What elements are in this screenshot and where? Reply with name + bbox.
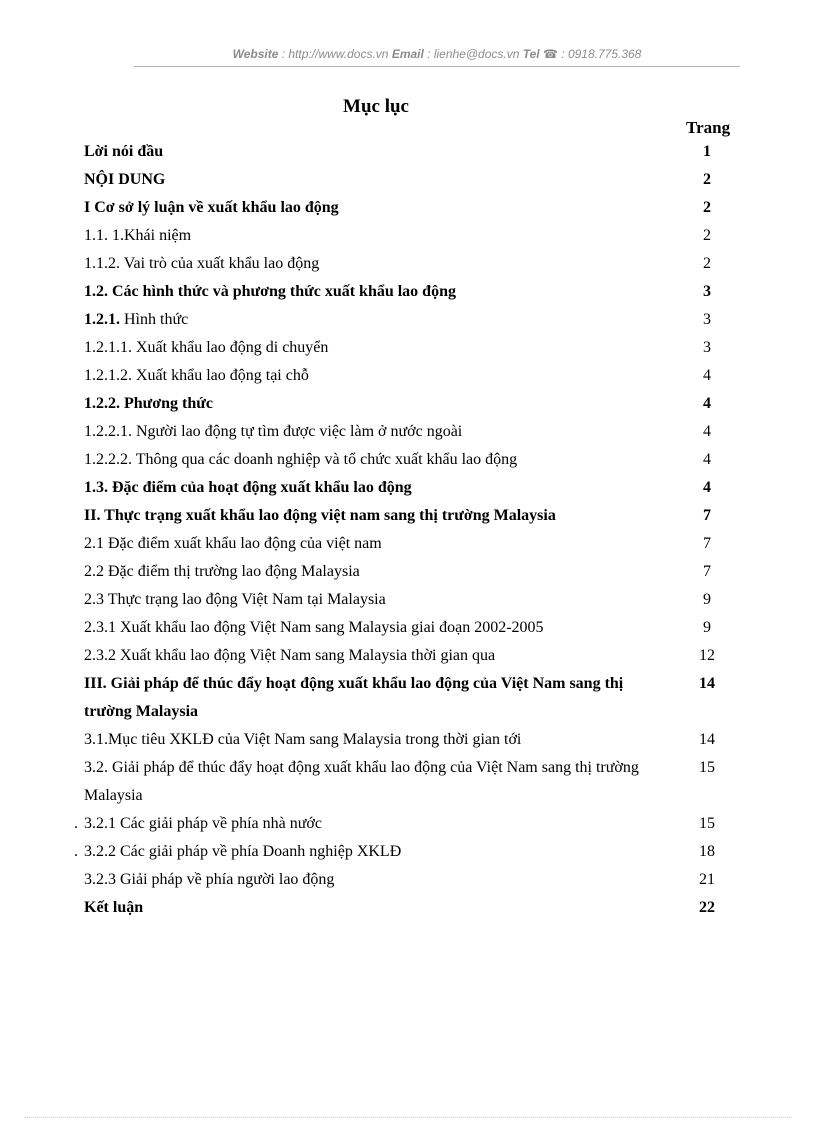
toc-row-2-3[interactable]	[84, 586, 740, 614]
toc-entry-text: 1.1. 1.Khái niệm	[84, 227, 192, 244]
toc-row-2-3-1[interactable]	[84, 614, 740, 642]
toc-row-1-2-1-1[interactable]	[84, 334, 740, 362]
toc-entry-page: 15	[699, 759, 715, 776]
toc-row-2-3-2[interactable]	[84, 642, 740, 670]
toc-entry-text: 1.2. Các hình thức và phương thức xuất khẩu lao động	[84, 283, 456, 300]
toc-entry-page: 3	[703, 339, 711, 356]
toc-entry-text	[84, 306, 674, 334]
toc-entry-page: 14	[699, 675, 715, 692]
toc-row-1-2-1[interactable]	[84, 306, 740, 334]
email-value: : lienhe@docs.vn	[423, 47, 520, 61]
toc-row-3-2-1[interactable]	[74, 810, 740, 838]
toc-entry-page: 4	[703, 367, 711, 384]
email-label: Email	[391, 47, 424, 61]
toc-row-1-3[interactable]	[84, 474, 740, 502]
toc-entry-page: 9	[703, 619, 711, 636]
toc-row-3-2-3[interactable]	[84, 866, 740, 894]
toc-row-3-1[interactable]	[84, 726, 740, 754]
page-header	[134, 47, 740, 61]
toc-row-1-2[interactable]	[84, 278, 740, 306]
toc-entry-text: I Cơ sở lý luận về xuất khẩu lao động	[84, 199, 339, 216]
toc-entry-page: 2	[703, 199, 711, 216]
toc-entry-page: 15	[699, 815, 715, 832]
toc-entry-page: 3	[703, 283, 711, 300]
toc-entry-text: 1.2.1.1. Xuất khẩu lao động di chuyển	[84, 339, 329, 356]
toc-entry-text: 2.3.2 Xuất khẩu lao động Việt Nam sang Malaysia thời gian qua	[84, 647, 496, 664]
toc-row-1-1-2[interactable]	[84, 250, 740, 278]
toc-entry-text: 2.2 Đặc điểm thị trường lao động Malaysia	[84, 563, 360, 580]
toc-entry-text: 2.3 Thực trạng lao động Việt Nam tại Malaysia	[84, 591, 386, 608]
toc-entry-text: Kết luận	[84, 899, 144, 916]
website-value: : http://www.docs.vn	[278, 47, 389, 61]
toc-entry-label: Hình thức	[120, 311, 189, 328]
toc-entry-page: 12	[699, 647, 715, 664]
toc-entry-text: 1.2.2.2. Thông qua các doanh nghiệp và tổ chức xuất khẩu lao động	[84, 451, 518, 468]
toc-row-ket-luan[interactable]	[84, 894, 740, 922]
toc-entry-page: 18	[699, 843, 715, 860]
toc-entry-page: 22	[699, 899, 715, 916]
toc-entry-page: 1	[703, 143, 711, 160]
document-title: Mục lục	[343, 96, 409, 117]
toc-entry-page: 4	[703, 423, 711, 440]
toc-entry-page: 2	[703, 171, 711, 188]
toc-entry-dot: .	[74, 843, 78, 860]
toc-row-1-2-1-2[interactable]	[84, 362, 740, 390]
toc-entry-prefix: 1.2.1.	[84, 311, 120, 328]
toc-row-1-1-1[interactable]	[84, 222, 740, 250]
toc-entry-text: NỘI DUNG	[84, 171, 166, 188]
website-label: Website	[232, 47, 279, 61]
toc-row-1-2-2-2[interactable]	[84, 446, 740, 474]
toc-entry-text	[74, 810, 674, 838]
toc-entry-page: 4	[703, 395, 711, 412]
toc-row-3-2-2[interactable]	[74, 838, 740, 866]
toc-row-1-2-2-1[interactable]	[84, 418, 740, 446]
toc-entry-text: 3.2.3 Giải pháp về phía người lao động	[84, 871, 335, 888]
toc-entry-page: 7	[703, 507, 711, 524]
tel-value: ☎ : 0918.775.368	[539, 47, 642, 61]
toc-entry-text: 3.1.Mục tiêu XKLĐ của Việt Nam sang Malaysia trong thời gian tới	[84, 731, 522, 748]
toc-entry-dot: .	[74, 815, 78, 832]
header-divider	[134, 66, 740, 67]
toc-entry-text: 2.3.1 Xuất khẩu lao động Việt Nam sang Malaysia giai đoạn 2002-2005	[84, 619, 544, 636]
toc-row-section-2[interactable]	[84, 502, 740, 530]
toc-entry-text: 1.2.2.1. Người lao động tự tìm được việc làm ở nước ngoài	[84, 423, 463, 440]
toc-entry-text: II. Thực trạng xuất khẩu lao động việt nam sang thị trường Malaysia	[84, 507, 556, 524]
toc-entry-text	[74, 838, 674, 866]
toc-row-noi-dung[interactable]	[84, 166, 740, 194]
toc-row-1-2-2[interactable]	[84, 390, 740, 418]
toc-entry-text: III. Giải pháp để thúc đẩy hoạt động xuất khẩu lao động của Việt Nam sang thị trường Malaysia	[84, 675, 624, 720]
tel-label: Tel	[522, 47, 540, 61]
toc-row-section-3[interactable]	[84, 670, 740, 726]
toc-row-2-1[interactable]	[84, 530, 740, 558]
toc-entry-text: 1.1.2. Vai trò của xuất khẩu lao động	[84, 255, 320, 272]
toc-row-loi-noi-dau[interactable]	[84, 138, 740, 166]
toc-entry-page: 2	[703, 227, 711, 244]
toc-entry-text: 3.2. Giải pháp để thúc đẩy hoạt động xuất khẩu lao động của Việt Nam sang thị trường Malaysia	[84, 759, 639, 804]
toc-entry-page: 4	[703, 451, 711, 468]
toc-entry-text: 2.1 Đặc điểm xuất khẩu lao động của việt nam	[84, 535, 382, 552]
toc-entry-page: 3	[703, 311, 711, 328]
toc-entry-label: 3.2.2 Các giải pháp về phía Doanh nghiệp XKLĐ	[84, 843, 402, 860]
toc-entry-page: 4	[703, 479, 711, 496]
table-of-contents	[74, 138, 740, 922]
footer-divider	[24, 1117, 792, 1118]
toc-entry-page: 7	[703, 535, 711, 552]
toc-entry-page: 9	[703, 591, 711, 608]
toc-row-3-2[interactable]	[84, 754, 740, 810]
toc-entry-text: 1.3. Đặc điểm của hoạt động xuất khẩu lao động	[84, 479, 412, 496]
toc-entry-page: 7	[703, 563, 711, 580]
toc-entry-text: Lời nói đầu	[84, 143, 164, 160]
page-column-label: Trang	[686, 118, 731, 137]
toc-entry-page: 21	[699, 871, 715, 888]
toc-entry-label: 3.2.1 Các giải pháp về phía nhà nước	[84, 815, 322, 832]
toc-entry-text: 1.2.2. Phương thức	[84, 395, 213, 412]
toc-row-2-2[interactable]	[84, 558, 740, 586]
toc-entry-text: 1.2.1.2. Xuất khẩu lao động tại chỗ	[84, 367, 309, 384]
toc-entry-page: 14	[699, 731, 715, 748]
toc-entry-page: 2	[703, 255, 711, 272]
toc-row-section-1[interactable]	[84, 194, 740, 222]
